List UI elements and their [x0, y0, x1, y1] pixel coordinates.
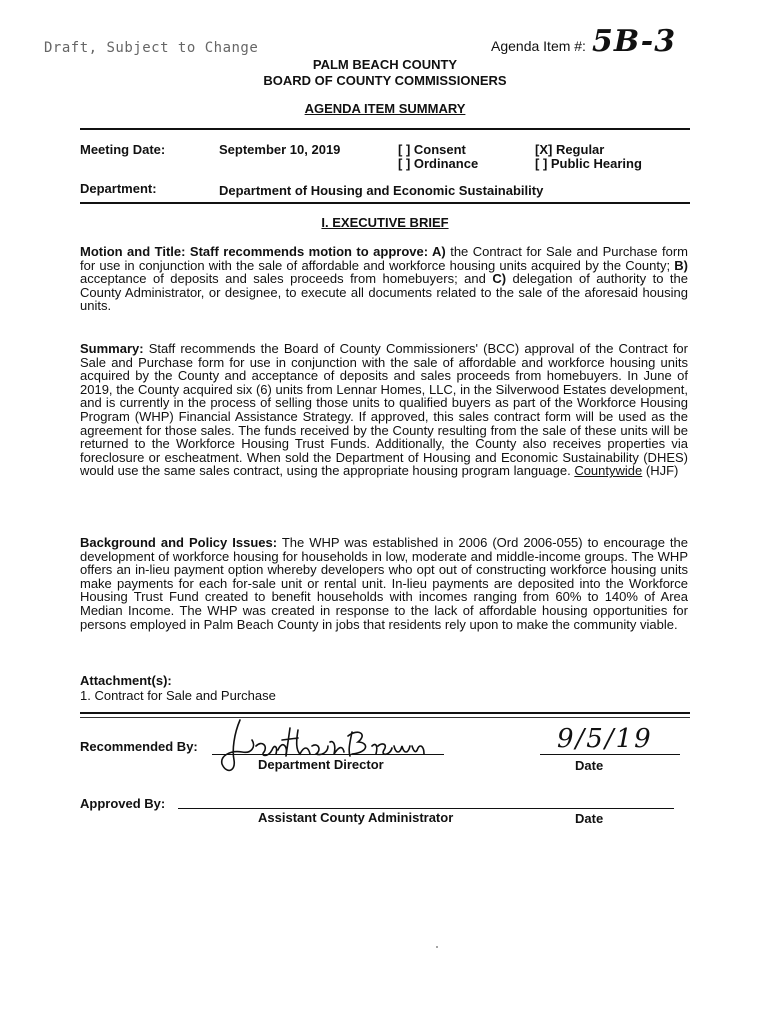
recommended-by-label: Recommended By:: [80, 739, 198, 754]
agenda-item-label: Agenda Item #:: [491, 38, 586, 54]
summary-label: Summary:: [80, 341, 144, 356]
consent-checkbox: [ ] Consent: [398, 142, 466, 157]
county-name: PALM BEACH COUNTY: [312, 57, 458, 72]
background-label: Background and Policy Issues:: [80, 535, 278, 550]
recommended-signature-line: [212, 754, 444, 755]
department-value: Department of Housing and Economic Sustainability: [219, 183, 544, 198]
approved-signature-line: [178, 808, 674, 809]
background-paragraph: [80, 536, 688, 631]
motion-text-c: delegation of authority to the County Administrator, or designee, to execute all documents related to the sale of the aforesaid housing units.: [80, 271, 688, 314]
regular-checkbox: [X] Regular: [535, 142, 605, 157]
public-hearing-checkbox: [ ] Public Hearing: [535, 156, 642, 171]
summary-tail: (HJF): [642, 463, 679, 479]
header-divider: [80, 128, 690, 130]
motion-label-b: B): [674, 257, 688, 273]
meeting-divider: [80, 202, 690, 204]
motion-label: Motion and Title: Staff recommends motion to approve: A): [80, 244, 446, 259]
scan-speck: [436, 946, 438, 948]
recommended-date-handwritten: 9/5/19: [557, 724, 653, 754]
attachment-item: 1. Contract for Sale and Purchase: [80, 688, 276, 703]
approved-by-label: Approved By:: [80, 796, 166, 811]
motion-label-c: C): [492, 271, 507, 287]
countywide-text: Countywide: [574, 463, 643, 479]
document-title: AGENDA ITEM SUMMARY: [304, 101, 466, 116]
summary-paragraph: [80, 342, 688, 478]
motion-text-a: the Contract for Sale and Purchase form for use in conjunction with the sale of affordable and workforce housing units acquired by the County;: [80, 244, 688, 273]
motion-text-b: acceptance of deposits and sales proceeds from homebuyers; and: [80, 271, 493, 287]
ordinance-checkbox: [ ] Ordinance: [398, 156, 479, 171]
recommended-date-label: Date: [575, 758, 604, 773]
section-title: I. EXECUTIVE BRIEF: [321, 215, 449, 230]
department-label: Department:: [80, 181, 157, 196]
motion-paragraph: [80, 245, 688, 313]
draft-watermark: Draft, Subject to Change: [44, 40, 259, 56]
attachments-divider: [80, 712, 690, 714]
recommended-date-line: [540, 754, 680, 755]
meeting-date-label: Meeting Date:: [80, 142, 166, 157]
meeting-date-value: September 10, 2019: [219, 142, 341, 157]
attachments-label: Attachment(s):: [80, 673, 172, 688]
approved-date-label: Date: [575, 811, 604, 826]
board-name: BOARD OF COUNTY COMMISSIONERS: [263, 73, 507, 88]
recommended-title: Department Director: [258, 757, 384, 772]
agenda-item-number: 5B-3: [592, 24, 677, 59]
approved-title: Assistant County Administrator: [258, 810, 454, 825]
summary-text: Staff recommends the Board of County Commissioners' (BCC) approval of the Contract for Sale and Purchase form for use in conjunction with the sale of affordable and workforce housing units acquired by the County and acceptance of deposits and sales proceeds from homebuyers. In June of 2019, the County acquired six (6) units from Lennar Homes, LLC, in the Silverwood Estates development, and is currently in the process of selling those units to qualified buyers as part of the Workforce Housing Program (WHP) Financial Assistance Strategy. If approved, this sales contract form will be used as the agreement for those sales. The funds received by the County resulting from the sale of these units will be returned to the Workforce Housing Trust Funds. Additionally, the County also receives properties via foreclosure or escheatment. When sold the Department of Housing and Economic Sustainability (DHES) would use the same sales contract, using the appropriate housing program language.: [80, 341, 688, 479]
background-text: The WHP was established in 2006 (Ord 2006-055) to encourage the development of workforce housing for households in low, moderate and middle-income groups. The WHP offers an in-lieu payment option whereby developers who opt out of constructing workforce housing units make payments for each for-sale unit or rental unit. In-lieu payments are deposited into the Workforce Housing Trust Fund created to benefit households with incomes ranging from 60% to 140% of Area Median Income. The WHP was created in response to the lack of affordable housing opportunities for persons employed in Palm Beach County in jobs that residents rely upon to make the community viable.: [80, 535, 688, 632]
